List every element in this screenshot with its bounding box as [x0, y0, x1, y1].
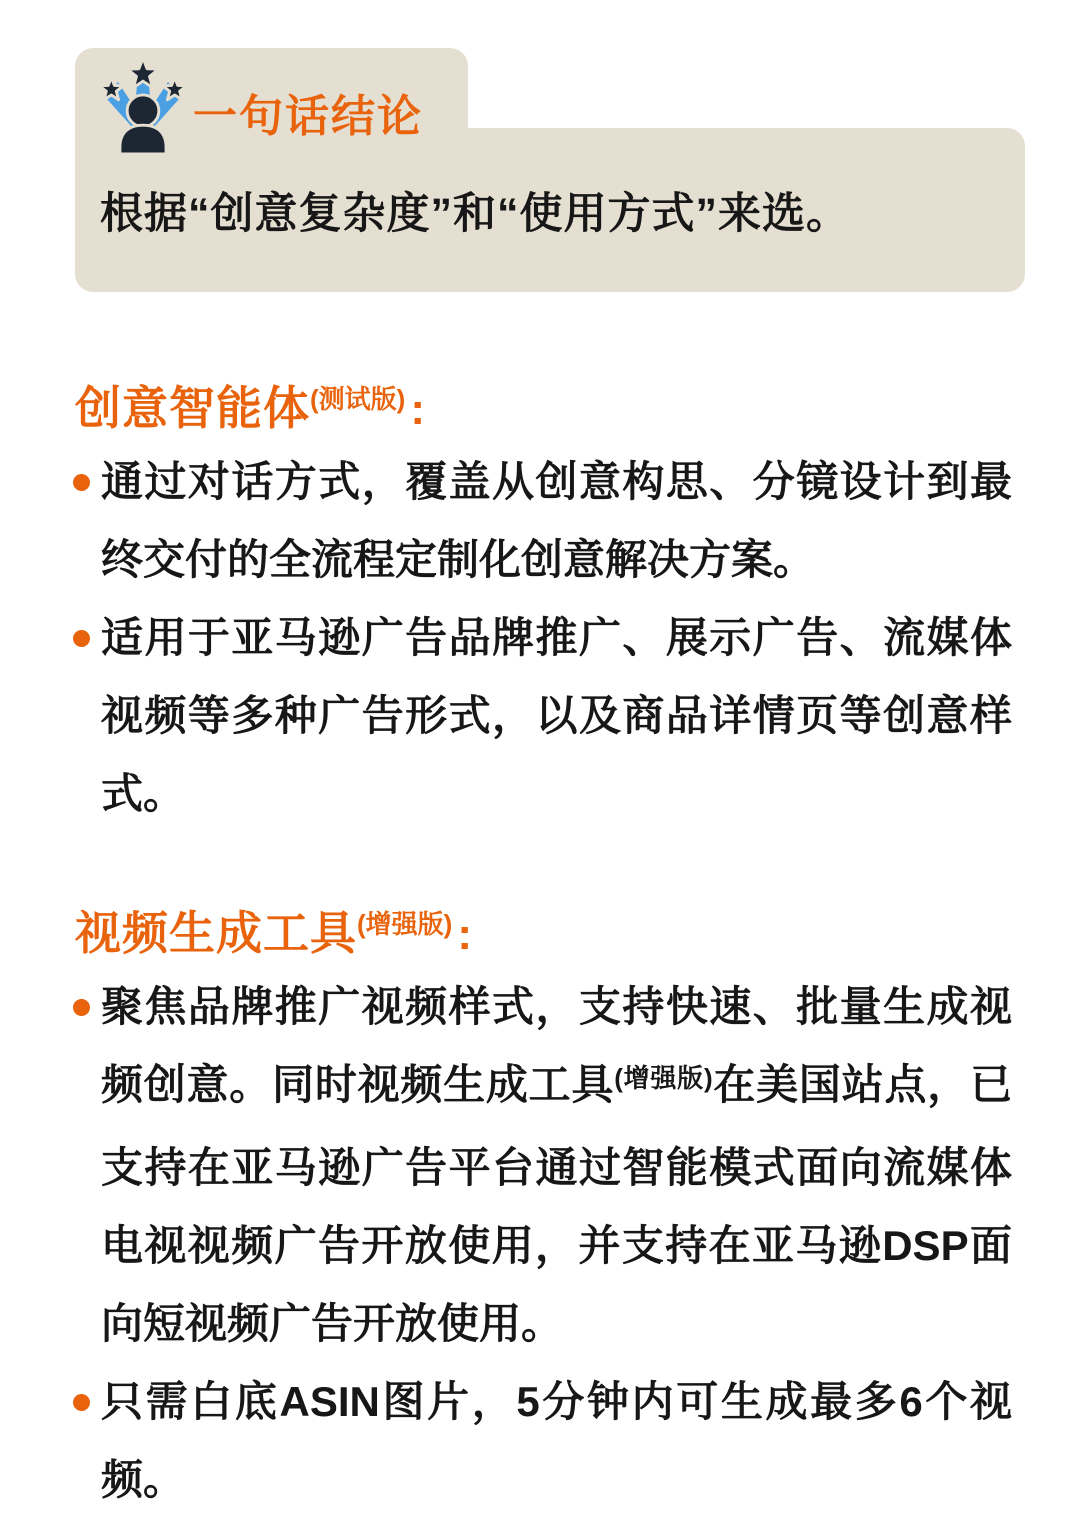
badge-title: 一句话结论: [193, 92, 423, 141]
list-item: [75, 1363, 1012, 1519]
bullet-text: 通过对话方式，覆盖从创意构思、分镜设计到最终交付的全流程定制化创意解决方案。: [101, 458, 1012, 583]
section-title-colon: :: [410, 385, 426, 434]
bullet-text: 适用于亚马逊广告品牌推广、展示广告、流媒体视频等多种广告形式，以及商品详情页等创意样式。: [101, 614, 1012, 817]
creative-agent-bullet-list: [75, 443, 1012, 833]
bullet-dot-icon: [73, 999, 90, 1016]
conclusion-text: 根据“创意复杂度”和“使用方式”来选。: [100, 189, 850, 238]
bullet-dot-icon: [73, 1394, 90, 1411]
section-title-creative-agent: [75, 380, 1012, 443]
bullet-text-pre: 聚焦品牌推广视频样式，支持快速、批量生成视频创意。同时视频生成工具: [101, 983, 1012, 1108]
bullet-text-sup: (增强版): [614, 1063, 713, 1093]
section-title-text: 创意智能体: [75, 382, 310, 434]
person-with-stars-icon: [95, 56, 191, 156]
section-title-video-tool: [75, 905, 1012, 968]
bullet-dot-icon: [73, 630, 90, 647]
conclusion-panel: [75, 48, 1025, 292]
section-title-sup: (测试版): [310, 384, 406, 414]
section-title-colon: :: [457, 910, 473, 959]
conclusion-box: [75, 128, 1025, 292]
list-item: [75, 443, 1012, 599]
list-item: [75, 599, 1012, 833]
section-title-text: 视频生成工具: [75, 907, 357, 959]
video-tool-bullet-list: [75, 968, 1012, 1519]
main-content: [0, 380, 1080, 1519]
bullet-dot-icon: [73, 474, 90, 491]
list-item: [75, 968, 1012, 1363]
bullet-text-post: 在美国站点，已支持在亚马逊广告平台通过智能模式面向流媒体电视视频广告开放使用，并支持在亚马逊DSP面向短视频广告开放使用。: [101, 1061, 1012, 1347]
bullet-text: 只需白底ASIN图片，5分钟内可生成最多6个视频。: [101, 1378, 1012, 1503]
section-title-sup: (增强版): [357, 909, 453, 939]
